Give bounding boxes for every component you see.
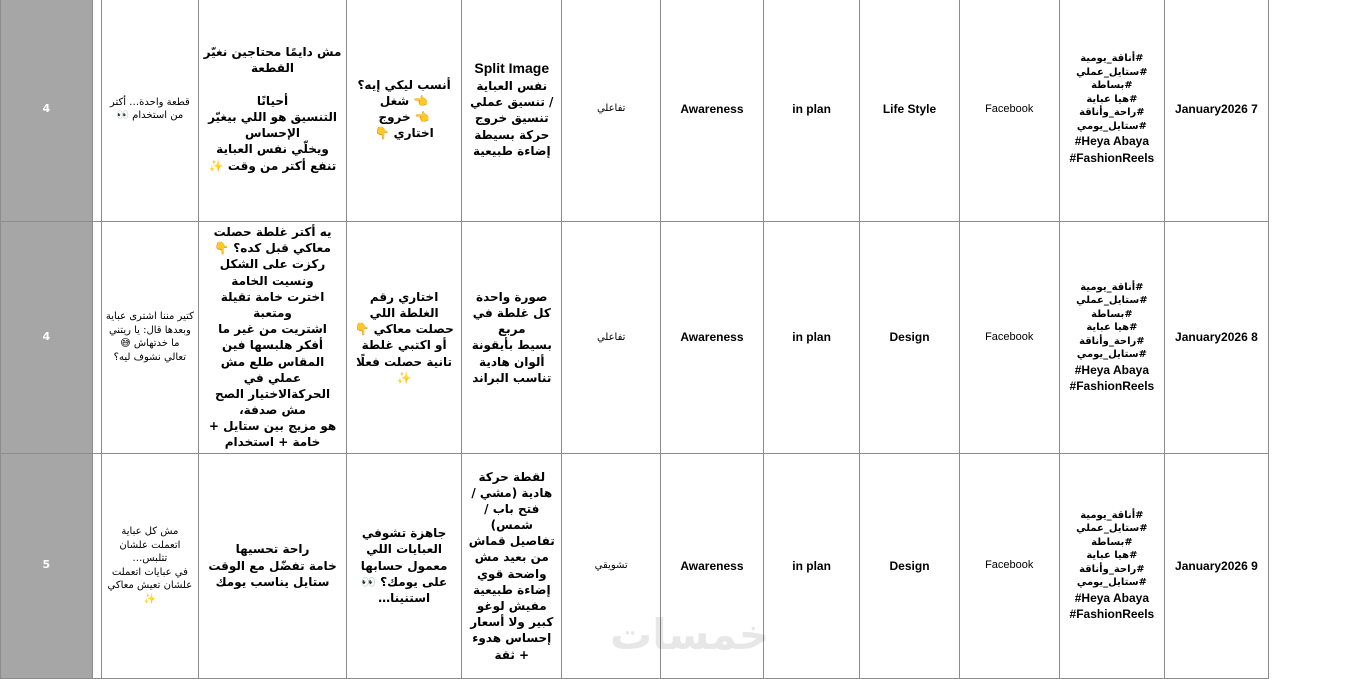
hashtag: أناقة_يومية# bbox=[1080, 53, 1144, 65]
pillar-cell[interactable]: Design bbox=[860, 453, 959, 678]
hashtags-cell[interactable] bbox=[1059, 0, 1164, 222]
hashtag: بساطة# bbox=[1091, 536, 1133, 548]
hashtag: بساطة# bbox=[1091, 308, 1133, 320]
goal-cell[interactable]: Awareness bbox=[661, 453, 764, 678]
hashtag: أناقة_يومية# bbox=[1080, 281, 1144, 293]
hashtag: أناقة_يومية# bbox=[1080, 509, 1144, 521]
hashtag: راحة_وأناقة# bbox=[1079, 563, 1145, 575]
hook-cell[interactable]: كتير مننا اشترى عباية وبعدها قال: يا ريتني ما خدتهاش 😅 تعالي نشوف ليه؟ bbox=[101, 222, 198, 454]
visual-title: Split Image bbox=[474, 60, 550, 77]
hashtag: راحة_وأناقة# bbox=[1079, 335, 1145, 347]
platform-cell[interactable]: Facebook bbox=[959, 0, 1059, 222]
hashtag: ستايل_عملي# bbox=[1076, 523, 1148, 535]
hashtag: ستايل_يومي# bbox=[1076, 349, 1147, 361]
caption-cell[interactable]: مش دايمًا محتاجين نغيّر القطعة أحيانًا التنسيق هو اللي بيغيّر الإحساس ويخلّي نفس العباية تنفع أكتر من وقت ✨ bbox=[199, 0, 347, 222]
hashtag: ستايل_عملي# bbox=[1076, 295, 1148, 307]
table-row bbox=[1, 453, 1359, 678]
date-cell[interactable]: January2026 8 bbox=[1164, 222, 1268, 454]
status-cell[interactable]: in plan bbox=[763, 222, 860, 454]
cta-cell[interactable]: اختاري رقم الغلطة اللي حصلت معاكي 👇 أو اكتبي غلطة تانية حصلت فعلًا ✨ bbox=[346, 222, 461, 454]
spacer-cell bbox=[92, 222, 101, 454]
content-type-cell[interactable]: تفاعلي bbox=[562, 222, 661, 454]
hashtag: هيا عباية# bbox=[1086, 93, 1138, 105]
hashtag: #FashionReels bbox=[1069, 150, 1155, 165]
visual-cell[interactable] bbox=[462, 453, 562, 678]
visual-description: لقطة حركة هادية (مشي / فتح باب / شمس) تفاصيل قماش من بعيد مش واضحة قوي إضاءة طبيعية مفيش لوغو كبير ولا أسعار إحساس هدوء + ثقة bbox=[468, 469, 555, 662]
visual-cell[interactable] bbox=[462, 222, 562, 454]
hashtags-cell[interactable] bbox=[1059, 222, 1164, 454]
row-index-cell[interactable]: 5 bbox=[1, 453, 93, 678]
watermark-logo: خمسات bbox=[610, 610, 770, 659]
platform-cell[interactable]: Facebook bbox=[959, 222, 1059, 454]
hook-cell[interactable]: قطعة واحدة… أكتر من استخدام 👀 bbox=[101, 0, 198, 222]
hashtags-cell[interactable] bbox=[1059, 453, 1164, 678]
caption-cell[interactable]: راحة تحسيها خامة تفضّل مع الوقت ستايل يناسب يومك bbox=[199, 453, 347, 678]
hashtag: #FashionReels bbox=[1069, 607, 1155, 622]
content-type-cell[interactable]: تفاعلي bbox=[562, 0, 661, 222]
table-row bbox=[1, 222, 1359, 454]
hashtag: بساطة# bbox=[1091, 80, 1133, 92]
visual-description: صورة واحدة كل غلطة في مربع بسيط بأيقونة ألوان هادية تناسب البراند bbox=[471, 289, 552, 385]
hashtag: #Heya Abaya bbox=[1074, 590, 1150, 605]
platform-cell[interactable]: Facebook bbox=[959, 453, 1059, 678]
status-cell[interactable]: in plan bbox=[763, 0, 860, 222]
pillar-cell[interactable]: Design bbox=[860, 222, 959, 454]
hashtag: هيا عباية# bbox=[1086, 550, 1138, 562]
spacer-cell bbox=[92, 0, 101, 222]
date-cell[interactable]: January2026 9 bbox=[1164, 453, 1268, 678]
hashtag: ستايل_يومي# bbox=[1076, 577, 1147, 589]
hashtag: ستايل_عملي# bbox=[1076, 66, 1148, 78]
spacer-cell bbox=[92, 453, 101, 678]
hashtag: #FashionReels bbox=[1069, 378, 1155, 393]
hashtag: #Heya Abaya bbox=[1074, 362, 1150, 377]
goal-cell[interactable]: Awareness bbox=[661, 222, 764, 454]
content-type-cell[interactable]: تشويقي bbox=[562, 453, 661, 678]
hashtag: راحة_وأناقة# bbox=[1079, 107, 1145, 119]
visual-description: نفس العباية / تنسيق عملي تنسيق خروج حركة بسيطة إضاءة طبيعية bbox=[470, 78, 554, 158]
caption-cell[interactable]: يه أكتر غلطة حصلت معاكي قبل كده؟ 👇 ركزت على الشكل ونسيت الخامة اخترت خامة تقيلة ومتعبة اشتريت من غير ما أفكر هلبسها فين المقاس طلع مش عملي في الحركةالاختيار الصح مش صدفة، هو مزيج بين ستايل + خامة + استخدام bbox=[199, 222, 347, 454]
pillar-cell[interactable]: Life Style bbox=[860, 0, 959, 222]
hook-cell[interactable]: مش كل عباية اتعملت علشان تتلبس… في عبايات اتعملت علشان تعيش معاكي ✨ bbox=[101, 453, 198, 678]
status-cell[interactable]: in plan bbox=[763, 453, 860, 678]
hashtag: #Heya Abaya bbox=[1074, 134, 1150, 149]
table-row bbox=[1, 0, 1359, 222]
hashtag: هيا عباية# bbox=[1086, 322, 1138, 334]
cta-cell[interactable]: جاهزة تشوفي العبايات اللي معمول حسابها على يومك؟ 👀 استنينا… bbox=[346, 453, 461, 678]
hashtag: ستايل_يومي# bbox=[1076, 120, 1147, 132]
row-index-cell[interactable]: 4 bbox=[1, 222, 93, 454]
goal-cell[interactable]: Awareness bbox=[661, 0, 764, 222]
date-cell[interactable]: January2026 7 bbox=[1164, 0, 1268, 222]
visual-cell[interactable] bbox=[462, 0, 562, 222]
cta-cell[interactable]: أنسب ليكي إيه؟ 👈 شغل 👈 خروج اختاري 👇 bbox=[346, 0, 461, 222]
row-index-cell[interactable]: 4 bbox=[1, 0, 93, 222]
